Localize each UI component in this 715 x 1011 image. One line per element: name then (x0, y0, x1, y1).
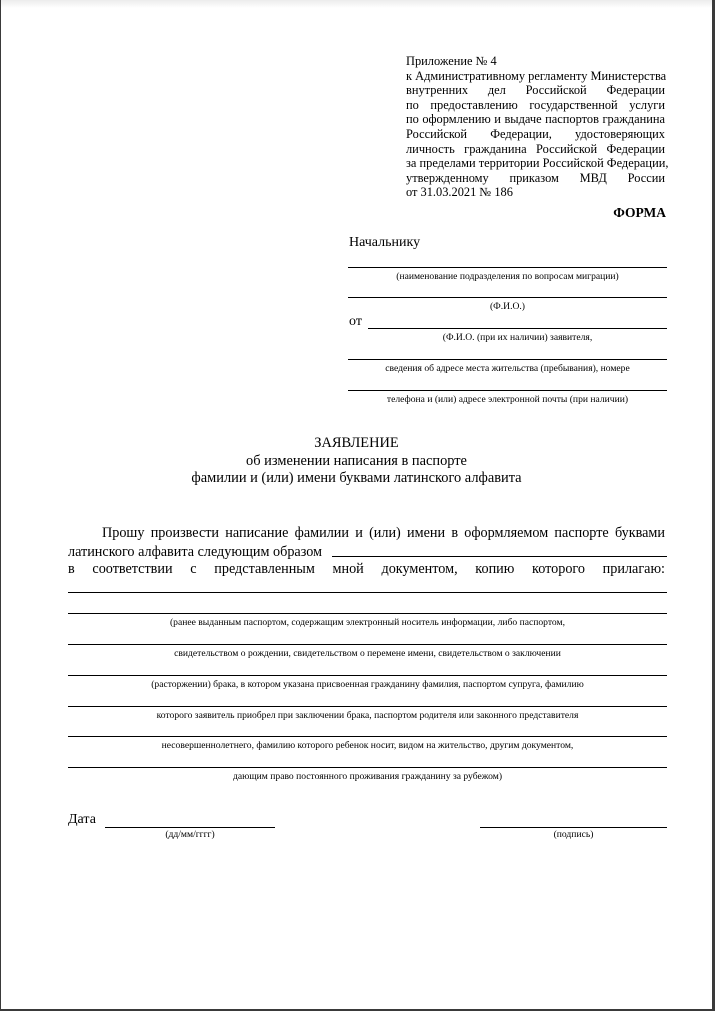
document-field[interactable] (68, 644, 667, 645)
annex-line: от 31.03.2021 № 186 (406, 185, 513, 200)
chief-fio-field[interactable] (348, 297, 667, 298)
document-field[interactable] (68, 736, 667, 737)
document-caption: несовершеннолетнего, фамилию которого ребенок носит, видом на жительство, другим документом, (161, 740, 574, 751)
contacts-caption: телефона и (или) адресе электронной почты (при наличии) (386, 394, 629, 405)
document-field[interactable] (68, 706, 667, 707)
request-text: Прошу произвести написание фамилии и (или) имени в оформляемом паспорте буквами латинского алфавита следующим образом (68, 525, 665, 560)
document-caption: которого заявитель приобрел при заключении брака, паспортом родителя или законного представителя (156, 710, 579, 721)
date-caption: (дд/мм/гггг) (165, 829, 215, 840)
address-field[interactable] (348, 359, 667, 360)
document-field[interactable] (68, 675, 667, 676)
applicant-fio-field[interactable] (368, 328, 667, 329)
document-field[interactable] (68, 592, 667, 593)
annex-line: утвержденному приказом МВД России (406, 170, 665, 185)
document-field[interactable] (68, 767, 667, 768)
document-caption: свидетельством о рождении, свидетельством о перемене имени, свидетельством о заключении (174, 648, 561, 659)
annex-header (406, 54, 669, 200)
department-caption: (наименование подразделения по вопросам миграции) (396, 271, 619, 282)
latin-spelling-field[interactable] (332, 556, 667, 557)
annex-line: к Административному регламенту Министерства (406, 68, 667, 83)
title-line-3: фамилии и (или) имени буквами латинского алфавита (191, 470, 522, 486)
accordance-text: в соответствии с представленным мной документом, копию которого прилагаю: (68, 561, 665, 577)
document-caption: дающим право постоянного проживания гражданину за рубежом) (232, 771, 503, 782)
annex-line: Российской Федерации, удостоверяющих (406, 126, 665, 141)
document-title (1, 435, 712, 488)
annex-line: за пределами территории Российской Федерации, (406, 156, 669, 171)
signature-field[interactable] (480, 827, 667, 828)
annex-line: личность гражданина Российской Федерации (406, 141, 665, 156)
chief-fio-caption: (Ф.И.О.) (489, 301, 526, 312)
annex-line: по предоставлению государственной услуги (406, 97, 665, 112)
applicant-fio-caption: (Ф.И.О. (при их наличии) заявителя, (442, 332, 593, 343)
signature-caption: (подпись) (553, 829, 594, 840)
document-caption: (расторжении) брака, в котором указана присвоенная гражданину фамилия, паспортом супруга, фамилию (151, 679, 584, 690)
annex-line: Приложение № 4 (406, 54, 497, 68)
document-caption: (ранее выданным паспортом, содержащим электронный носитель информации, либо паспортом, (169, 617, 566, 628)
annex-line: по оформлению и выдаче паспортов гражданина (406, 112, 665, 127)
title-main: ЗАЯВЛЕНИЕ (314, 435, 399, 451)
department-field[interactable] (348, 267, 667, 268)
form-label: ФОРМА (613, 205, 666, 220)
addressee-label: Начальнику (349, 235, 421, 250)
address-caption: сведения об адресе места жительства (пребывания), номере (385, 363, 630, 374)
from-label: от (349, 314, 362, 329)
annex-line: внутренних дел Российской Федерации (406, 83, 665, 98)
title-line-2: об изменении написания в паспорте (246, 452, 467, 469)
document-field[interactable] (68, 613, 667, 614)
document-page (1, 0, 712, 1009)
date-label: Дата (68, 812, 96, 827)
date-field[interactable] (105, 827, 275, 828)
contacts-field[interactable] (348, 390, 667, 391)
